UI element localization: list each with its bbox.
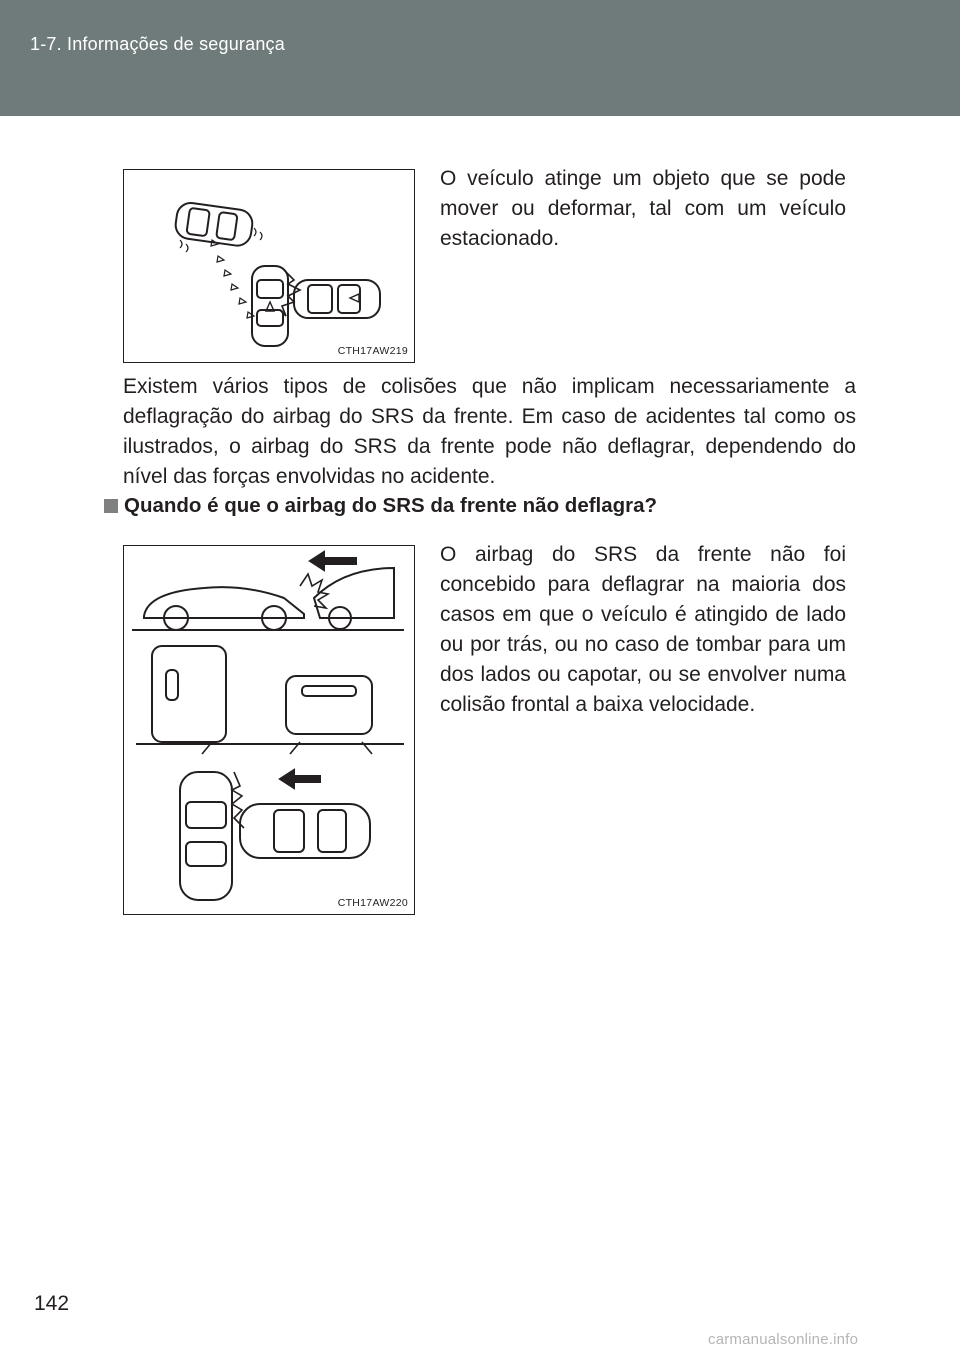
illustration-parked-car-collision [123,169,415,363]
square-bullet-icon [104,499,118,513]
section-title: Quando é que o airbag do SRS da frente não deflagra? [124,494,658,517]
watermark: carmanualsonline.info [708,1331,859,1348]
page-number: 142 [34,1292,70,1315]
body-paragraph: Existem vários tipos de colisões que não implicam necessariamente a deflagração do airbag do SRS da frente. Em caso de acidentes tal como os ilustrados, o airbag do SRS da frente pode não deflagrar, dependendo do nível das forças envolvidas no acidente. [123,375,856,488]
figure-code: CTH17AW220 [337,897,408,909]
chapter-header [0,0,960,116]
figure1-caption: O veículo atinge um objeto que se pode mover ou deformar, tal com um veículo estacionado. [440,167,846,250]
chapter-title: 1-7. Informações de segurança [30,34,285,54]
figure2-caption: O airbag do SRS da frente não foi concebido para deflagrar na maioria dos casos em que o veículo é atingido de lado ou por trás, ou no caso de tombar para um dos lados ou capotar, ou se envolver numa colisão frontal a baixa velocidade. [440,543,846,716]
collision-drawing [124,170,414,362]
section-heading [104,494,657,518]
figure-code: CTH17AW219 [337,345,408,357]
illustration-non-deploy-cases [123,545,415,915]
non-deploy-drawing [124,546,414,914]
